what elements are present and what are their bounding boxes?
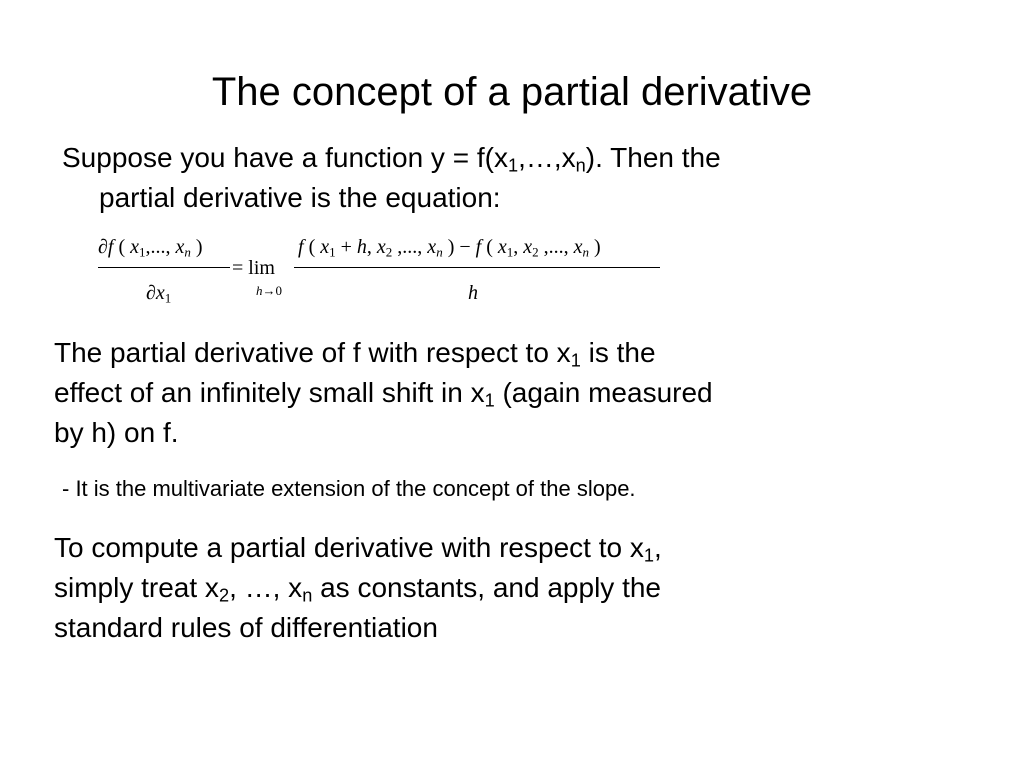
equation-lhs-numerator: ∂f ( $x_1$,..., $x_n$ ) <box>98 236 203 260</box>
equation-rhs-denominator: h <box>468 282 478 304</box>
intro-line1-sub-1: 1 <box>507 155 519 176</box>
equation-equals-lim: = lim <box>232 257 275 279</box>
equation-lim-subscript: h→0 <box>256 283 282 298</box>
intro-line-2: partial derivative is the equation: <box>99 182 501 213</box>
compute-line2-text-c: as constants, and apply the <box>312 572 661 603</box>
intro-paragraph <box>62 138 721 218</box>
compute-paragraph <box>54 528 662 648</box>
compute-line2-text-b: , …, x <box>229 572 303 603</box>
equation-rhs-numerator: f ( $x_1 + h$, $x_2$ ,..., $x_n$ ) − f ( $x_1$, $x_2$ ,..., $x_n$ ) <box>298 236 601 260</box>
definition-line-1 <box>54 333 713 373</box>
definition-paragraph <box>54 333 713 453</box>
equation-lhs-denominator: $\partial x_1$ <box>146 282 172 306</box>
compute-line1-text-a: To compute a partial derivative with respect to x <box>54 532 644 563</box>
intro-line1-text-c: ). Then the <box>585 142 721 173</box>
compute-line-3: standard rules of differentiation <box>54 612 438 643</box>
definition-line1-text-a: The partial derivative of f with respect to x <box>54 337 571 368</box>
partial-derivative-equation <box>96 232 676 312</box>
compute-line-2 <box>54 568 662 608</box>
slope-note: - It is the multivariate extension of the concept of the slope. <box>62 476 636 501</box>
definition-line1-text-b: is the <box>580 337 656 368</box>
compute-line2-text-a: simply treat x <box>54 572 219 603</box>
equation-rhs-fraction-bar <box>294 267 660 268</box>
definition-line-2 <box>54 373 713 413</box>
definition-line2-text-b: (again measured <box>494 377 713 408</box>
definition-line2-text-a: effect of an infinitely small shift in x <box>54 377 485 408</box>
compute-line1-sub: 1 <box>643 545 654 566</box>
compute-line-1 <box>54 528 662 568</box>
intro-line1-text-b: ,…,x <box>518 142 576 173</box>
compute-line2-sub-1: 2 <box>218 585 230 606</box>
definition-line2-sub: 1 <box>484 390 495 411</box>
definition-line1-sub: 1 <box>570 350 581 371</box>
equation-lhs-fraction-bar <box>98 267 230 268</box>
intro-line1-text-a: Suppose you have a function y = f(x <box>62 142 508 173</box>
intro-line-1 <box>62 138 721 178</box>
compute-line2-sub-2: n <box>302 585 313 606</box>
definition-line-3: by h) on f. <box>54 417 179 448</box>
slide-title: The concept of a partial derivative <box>211 70 813 114</box>
intro-line1-sub-2: n <box>575 155 586 176</box>
compute-line1-text-b: , <box>653 532 662 563</box>
